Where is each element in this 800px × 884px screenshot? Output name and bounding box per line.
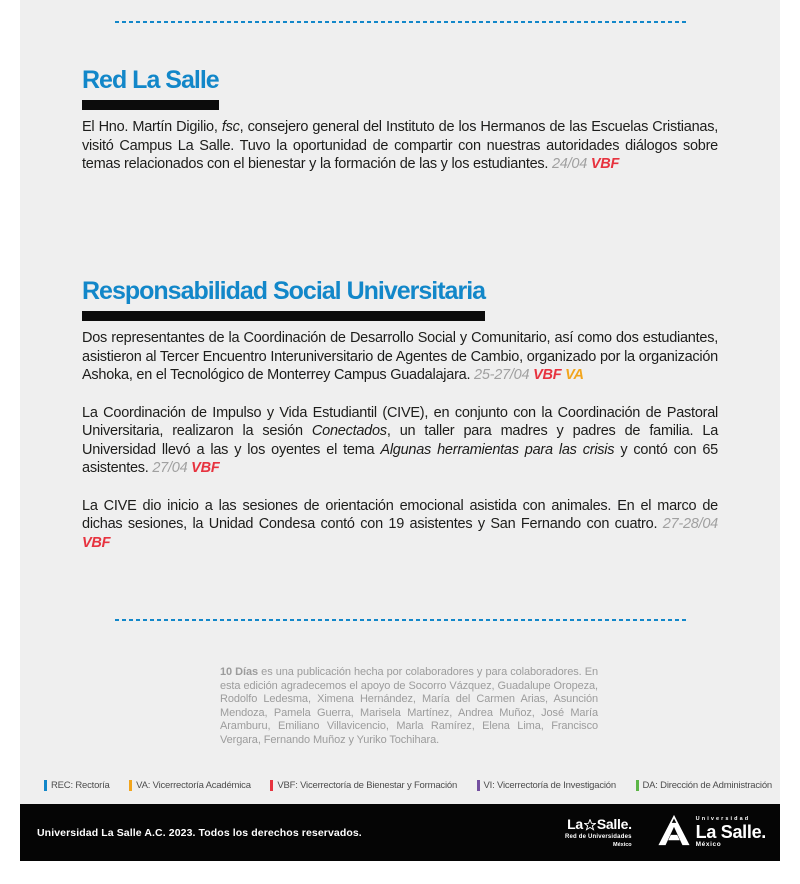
section-title-block xyxy=(82,66,219,110)
legend-item-vbf xyxy=(270,780,457,791)
legend-item-vi xyxy=(477,780,616,791)
credits-paragraph xyxy=(220,666,598,748)
text-run-va: VA xyxy=(565,367,584,383)
legend-color-bar xyxy=(477,780,480,791)
text-run-em: fsc xyxy=(221,119,240,135)
text-run-vbf: VBF xyxy=(191,460,220,476)
text-run-date: 27-28/04 xyxy=(662,516,718,532)
logo-main-text: La Salle. xyxy=(695,822,766,842)
logo-subtitle: Red de Universidades xyxy=(564,834,632,840)
text-run-vbf: VBF xyxy=(590,156,620,172)
legend-color-bar xyxy=(129,780,132,791)
text-run-text: es una publicación hecha por colaboradores y para colaboradores. En esta edición agradecemos el apoyo de Socorro Vázquez, Guadalupe Oropeza, Rodolfo Ledesma, Ximena Hernández, María del Carmen Arias, Asunción Mendoza, Pamela Guerra, Marisela Martínez, Andrea Muñoz, José María Aramburu, Emiliano Villavicencio, Marla Ramírez, Elena Lima, Francisco Vergara, Fernando Muñoz y Yuriko Tochihara. xyxy=(220,666,599,746)
legend-label: REC: Rectoría xyxy=(51,780,110,791)
section-title-block xyxy=(82,277,485,321)
logo-top-text: Universidad xyxy=(695,816,751,822)
logo-wordmark xyxy=(696,816,766,849)
text-run-em: Algunas herramientas para las crisis xyxy=(380,441,615,458)
footer-logos xyxy=(565,814,766,851)
title-underline-bar xyxy=(82,311,485,321)
legend-item-va xyxy=(129,780,251,791)
news-paragraph xyxy=(82,497,718,553)
logo-text-part: Salle. xyxy=(596,816,632,832)
logo-subtitle: México xyxy=(613,842,632,848)
footer-bar xyxy=(20,804,780,861)
text-run-strong: 10 Días xyxy=(220,666,259,678)
legend-item-rec xyxy=(44,780,110,791)
newsletter-page xyxy=(20,0,780,861)
text-run-text: El Hno. Martín Digilio, xyxy=(82,119,222,135)
text-run-text: , un taller para madres y padres de familia. La Universidad llevó a las y los oyentes el tema xyxy=(82,423,719,458)
legend-label: VI: Vicerrectoría de Investigación xyxy=(483,780,616,791)
text-run-vbf: VBF xyxy=(533,367,562,383)
title-underline-bar xyxy=(82,100,219,110)
text-run-text: La CIVE dio inicio a las sesiones de orientación emocional asistida con animales. En el marco de dichas sesiones, la Unidad Condesa contó con 19 asistentes y San Fernando con cuatro. xyxy=(82,497,718,532)
text-run-text: , consejero general del Instituto de los Hermanos de las Escuelas Cristianas, visitó Campus La Salle. Tuvo la oportunidad de compartir con nuestras autoridades diálogos sobre temas relacionados con el bienestar y la formación de las y los estudiantes. xyxy=(82,119,718,172)
legend-color-bar xyxy=(636,780,639,791)
text-run-text: y contó con 65 asistentes. xyxy=(82,441,718,476)
dashed-divider-top xyxy=(115,21,687,23)
text-run-date: 25-27/04 xyxy=(474,367,530,383)
text-run-vbf: VBF xyxy=(82,534,111,551)
news-paragraph xyxy=(82,404,718,478)
text-run-text: La Coordinación de Impulso y Vida Estudiantil (CIVE), en conjunto con la Coordinación de Pastoral Universitaria, realizaron la sesión xyxy=(82,404,718,439)
abbreviation-legend xyxy=(44,780,772,791)
section-title: Red La Salle xyxy=(82,66,219,94)
legend-item-da xyxy=(636,780,773,791)
section-title: Responsabilidad Social Universitaria xyxy=(82,277,486,305)
shield-icon xyxy=(658,814,690,851)
text-run-text: Dos representantes de la Coordinación de Desarrollo Social y Comunitario, así como dos estudiantes, asistieron al Tercer Encuentro Interuniversitario de Agentes de Cambio, organizado por la organización Ashoka, en el Tecnológico de Monterrey Campus Guadalajara. xyxy=(82,330,718,383)
news-paragraph xyxy=(82,329,718,385)
text-run-em: Conectados xyxy=(311,423,387,439)
legend-label: VA: Vicerrectoría Académica xyxy=(136,780,251,791)
logo-wordmark xyxy=(567,817,632,832)
legend-label: DA: Dirección de Administración xyxy=(642,780,772,791)
copyright-text: Universidad La Salle A.C. 2023. Todos los derechos reservados. xyxy=(37,826,362,839)
text-run-date: 24/04 xyxy=(551,156,588,172)
logo-subtitle: México xyxy=(695,841,722,848)
legend-label: VBF: Vicerrectoría de Bienestar y Formación xyxy=(277,780,458,791)
universidad-la-salle-mexico-logo xyxy=(658,814,766,851)
legend-color-bar xyxy=(44,780,47,791)
text-run-date: 27/04 xyxy=(152,460,188,476)
red-universidades-la-salle-logo xyxy=(565,817,632,848)
legend-color-bar xyxy=(270,780,273,791)
section-responsabilidad-social xyxy=(82,277,718,552)
section-red-la-salle xyxy=(82,66,718,174)
logo-text-part: La xyxy=(567,816,583,832)
dashed-divider-bottom xyxy=(115,619,687,621)
news-paragraph xyxy=(82,118,718,174)
star-icon xyxy=(584,819,596,831)
